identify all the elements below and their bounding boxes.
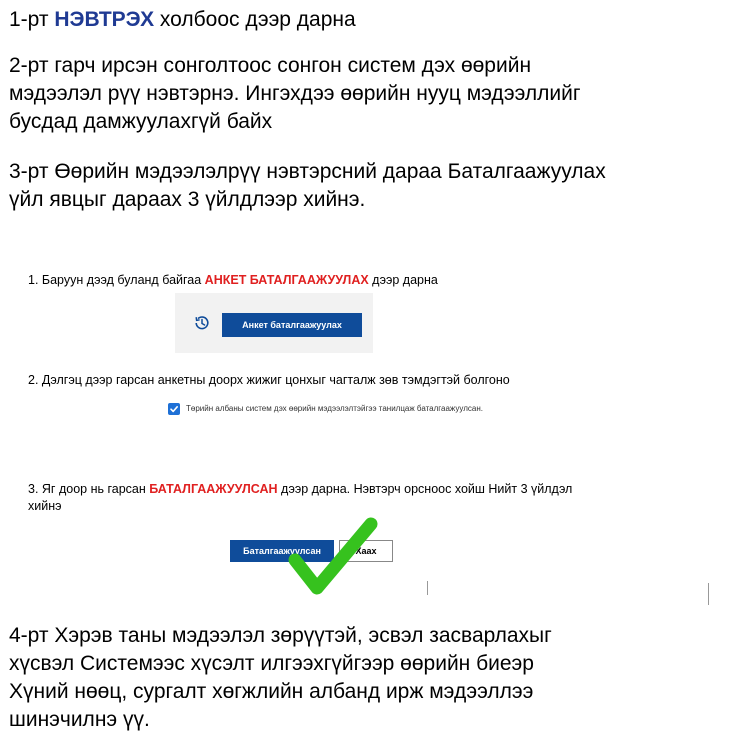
step-1-prefix: 1-рт bbox=[9, 8, 55, 31]
check-icon bbox=[169, 404, 179, 414]
confirmed-button[interactable]: Баталгаажуулсан bbox=[230, 540, 334, 562]
step-2-line-3: бусдад дамжуулахгүй байх bbox=[9, 110, 273, 133]
substep-3-line-1 bbox=[28, 481, 572, 498]
substep-3-highlight: БАТАЛГААЖУУЛСАН bbox=[149, 482, 278, 496]
step-1 bbox=[9, 6, 739, 34]
step-2 bbox=[9, 52, 739, 136]
step-2-line-1: 2-рт гарч ирсэн сонголтоос сонгон систем дэх өөрийн bbox=[9, 54, 532, 77]
green-checkmark-icon bbox=[285, 516, 385, 598]
survey-verify-button[interactable]: Анкет баталгаажуулах bbox=[222, 313, 362, 337]
substep-3-text bbox=[28, 481, 572, 515]
substep-3-prefix: 3. Яг доор нь гарсан bbox=[28, 482, 150, 496]
step-4-line-1: 4-рт Хэрэв таны мэдээлэл зөрүүтэй, эсвэл засварлахыг bbox=[9, 624, 552, 647]
substep-3-line-2: хийнэ bbox=[28, 499, 62, 513]
step-2-line-2: мэдээлэл рүү нэвтэрнэ. Ингэхдээ өөрийн нууц мэдээллийг bbox=[9, 82, 581, 105]
step-4-line-3: Хүний нөөц, сургалт хөгжлийн албанд ирж мэдээллээ bbox=[9, 680, 534, 703]
step-1-suffix: холбоос дээр дарна bbox=[154, 8, 356, 31]
divider-line bbox=[708, 583, 709, 605]
confirm-checkbox[interactable] bbox=[168, 403, 180, 415]
close-button[interactable]: Хаах bbox=[339, 540, 393, 562]
step-4-line-4: шинэчилнэ үү. bbox=[9, 708, 150, 731]
step-3-line-2: үйл явцыг дараах 3 үйлдлээр хийнэ. bbox=[9, 188, 366, 211]
confirm-checkbox-label: Төрийн албаны систем дэх өөрийн мэдээлэлтэйгээ танилцаж баталгаажуулсан. bbox=[186, 404, 483, 413]
substep-1-text bbox=[28, 272, 438, 289]
login-link-text: НЭВТРЭХ bbox=[54, 8, 155, 31]
step-4 bbox=[9, 622, 739, 734]
step-4-line-2: хүсвэл Системээс хүсэлт илгээхгүйгээр өөрийн биеэр bbox=[9, 652, 534, 675]
divider-line bbox=[427, 581, 428, 595]
substep-1-prefix: 1. Баруун дээд буланд байгаа bbox=[28, 273, 205, 287]
substep-1-suffix: дээр дарна bbox=[368, 273, 438, 287]
substep-3-suffix: дээр дарна. Нэвтэрч орсноос хойш Нийт 3 үйлдэл bbox=[277, 482, 573, 496]
step-3-line-1: 3-рт Өөрийн мэдээлэлрүү нэвтэрсний дараа Баталгаажуулах bbox=[9, 160, 606, 183]
substep-2-text: 2. Дэлгэц дээр гарсан анкетны доорх жижиг цонхыг чагталж зөв тэмдэгтэй болгоно bbox=[28, 373, 510, 387]
step-3 bbox=[9, 158, 739, 214]
substep-1-highlight: АНКЕТ БАТАЛГААЖУУЛАХ bbox=[204, 273, 369, 287]
history-icon[interactable] bbox=[193, 314, 211, 332]
